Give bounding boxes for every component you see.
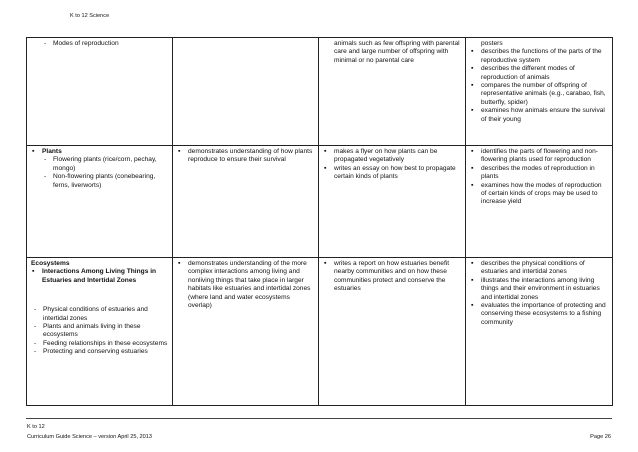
page-header: K to 12 Science	[70, 13, 110, 19]
list-item: - Physical conditions of estuaries and intertidal zones	[31, 306, 168, 323]
table-row	[27, 258, 613, 406]
content-standards-cell	[173, 258, 319, 406]
section-title: ▪ Plants	[31, 148, 168, 156]
content-standards-cell	[173, 38, 319, 146]
list-item: ▪ compares the number of offspring of representative animals (e.g., carabao, fish, butterfly, spider)	[470, 82, 608, 107]
page-number: Page 26	[590, 434, 611, 440]
continued-text: posters	[481, 40, 503, 47]
content-standards-cell	[173, 146, 319, 258]
list-item: ▪ evaluates the importance of protecting and conserving these ecosystems to a fishing community	[470, 302, 608, 327]
content-cell	[27, 146, 173, 258]
list-item: - Plants and animals living in these ecosystems	[31, 323, 168, 340]
list-item: ▪ makes a flyer on how plants can be propagated vegetatively	[323, 148, 461, 165]
learning-competencies-cell	[466, 258, 613, 406]
list-item: ▪ demonstrates understanding of the more complex interactions among living and nonliving things that take place in larger habitats like estuaries and intertidal zones (where land and water ecosystems overlap)	[177, 260, 314, 310]
performance-standards-cell	[319, 258, 466, 406]
continued-text: animals such as few offspring with parental care and large number of offspring with minimal or no parental care	[334, 40, 460, 64]
table-row	[27, 146, 613, 258]
list-item: ▪ demonstrates understanding of how plants reproduce to ensure their survival	[177, 148, 314, 165]
list-item: ▪ illustrates the interactions among living things and their environment in estuaries and intertidal zones	[470, 277, 608, 302]
list-item: ▪ examines how the modes of reproduction of certain kinds of crops may be used to increase yield	[470, 182, 608, 207]
footer-line-2: Curriculum Guide Science – version April 25, 2013	[27, 434, 152, 440]
list-item: - Modes of reproduction	[41, 40, 168, 48]
content-cell	[27, 258, 173, 406]
footer-line-1: K to 12	[27, 424, 45, 430]
list-item: ▪ describes the functions of the parts of the reproductive system	[470, 48, 608, 65]
list-item: ▪ describes the physical conditions of estuaries and intertidal zones	[470, 260, 608, 277]
list-item: ▪ describes the modes of reproduction in plants	[470, 165, 608, 182]
section-title: ▪ Interactions Among Living Things in Estuaries and Intertidal Zones	[31, 268, 168, 285]
content-cell	[27, 38, 173, 146]
performance-standards-cell	[319, 146, 466, 258]
list-item: ▪ describes the different modes of reproduction of animals	[470, 65, 608, 82]
list-item: ▪ examines how animals ensure the survival of their young	[470, 107, 608, 124]
list-item: - Protecting and conserving estuaries	[31, 348, 168, 356]
section-heading: Ecosystems	[31, 260, 70, 267]
list-item: - Feeding relationships in these ecosystems	[31, 340, 168, 348]
list-item: ▪ writes an essay on how best to propagate certain kinds of plants	[323, 165, 461, 182]
performance-standards-cell	[319, 38, 466, 146]
list-item: - Non-flowering plants (conebearing, ferns, liverworts)	[41, 173, 168, 190]
curriculum-table	[26, 37, 613, 406]
list-item: - Flowering plants (rice/corn, pechay, mongo)	[41, 156, 168, 173]
table-row	[27, 38, 613, 146]
footer-divider	[26, 418, 612, 419]
list-item: ▪ writes a report on how estuaries benefit nearby communities and on how these communities protect and conserve the estuaries	[323, 260, 461, 294]
learning-competencies-cell	[466, 38, 613, 146]
learning-competencies-cell	[466, 146, 613, 258]
list-item: ▪ identifies the parts of flowering and non-flowering plants used for reproduction	[470, 148, 608, 165]
